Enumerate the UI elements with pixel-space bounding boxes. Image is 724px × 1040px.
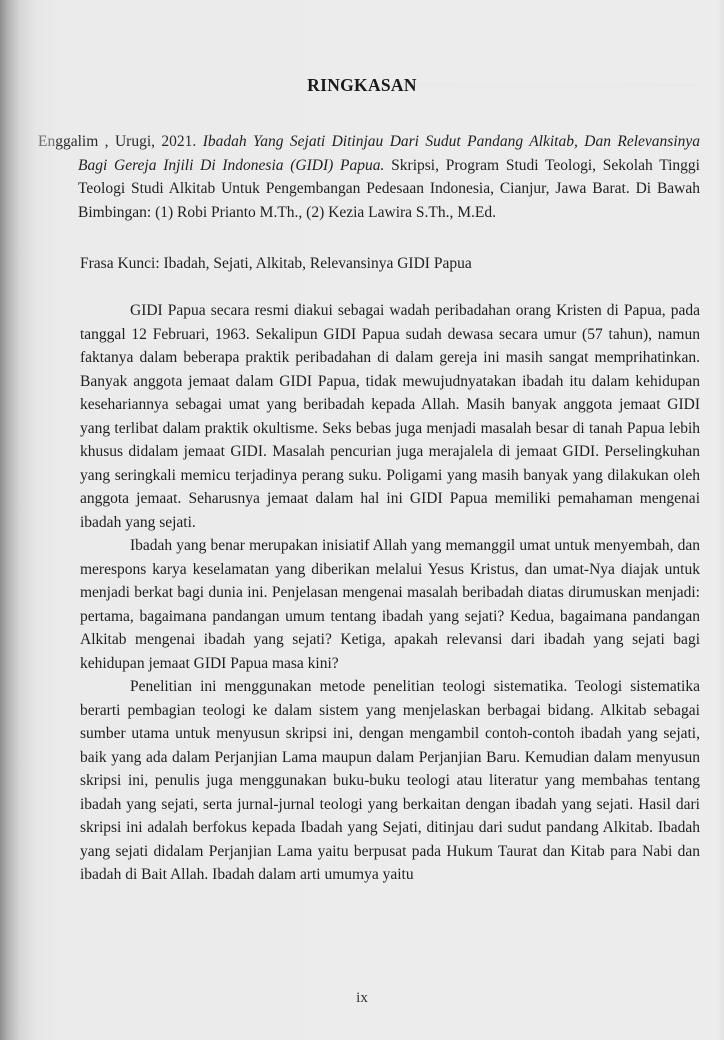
author-name: ggalim , Urugi, 2021. (55, 133, 203, 150)
citation-text (38, 130, 700, 224)
citation-details: Skripsi, Program Studi Teologi, Sekolah Tinggi Teologi Studi Alkitab Untuk Pengembangan Pedesaan Indonesia, Cianjur, Jawa Barat. Di Bawah Bimbingan: (1) Robi Prianto M.Th., (2) Kezia Lawira S.Th., M.Ed. (78, 156, 700, 221)
page-title: RINGKASAN (307, 75, 417, 95)
paragraph-1: GIDI Papua secara resmi diakui sebagai wadah peribadahan orang Kristen di Papua, pada tanggal 12 Februari, 1963. Sekalipun GIDI Papua sudah dewasa secara umur (57 tahun), namun faktanya dalam beberapa praktik peribadahan di dalam gereja ini masih sangat memprihatinkan. Banyak anggota jemaat dalam GIDI Papua, tidak mewujudnyatakan ibadah itu dalam kehidupan kesehariannya sebagai umat yang beribadah kepada Allah. Masih banyak anggota jemaat GIDI yang terlibat dalam praktik okultisme. Seks bebas juga menjadi masalah besar di tanah Papua lebih khusus didalam jemaat GIDI. Masalah pencurian juga merajalela di jemaat GIDI. Perselingkuhan yang seringkali memicu terjadinya perang suku. Poligami yang masih banyak yang dilakukan oleh anggota jemaat. Seharusnya jemaat dalam hal ini GIDI Papua memiliki pemahaman mengenai ibadah yang sejati. (80, 302, 700, 531)
paragraph-3: Penelitian ini menggunakan metode penelitian teologi sistematika. Teologi sistematika berarti pembagian teologi ke dalam sistem yang menjelaskan berbagai bidang. Alkitab sebagai sumber utama untuk menyusun skripsi ini, dengan mengambil contoh-contoh ibadah yang sejati, baik yang ada dalam Perjanjian Lama maupun dalam Perjanjian Baru. Kemudian dalam menyusun skripsi ini, penulis juga menggunakan buku-buku teologi atau literatur yang membahas tentang ibadah yang sejati, serta jurnal-jurnal teologi yang berkaitan dengan ibadah yang sejati. Hasil dari skripsi ini adalah berfokus kepada Ibadah yang Sejati, ditinjau dari sudut pandang Alkitab. Ibadah yang sejati didalam Perjanjian Lama yaitu berpusat pada Hukum Taurat dan Kitab para Nabi dan ibadah di Bait Allah. Ibadah dalam arti umumya yaitu (80, 678, 700, 883)
page-edge (718, 0, 724, 1040)
page-number: ix (356, 990, 368, 1006)
author-prefix: En (38, 133, 56, 150)
thesis-title: Ibadah Yang Sejati Ditinjau Dari Sudut Pandang Alkitab, Dan Relevansinya Bagi Gereja Injili Di Indonesia (GIDI) Papua. (78, 133, 700, 174)
citation-block (38, 130, 700, 224)
paragraph-2: Ibadah yang benar merupakan inisiatif Allah yang memanggil umat untuk menyembah, dan merespons karya keselamatan yang diberikan melalui Yesus Kristus, dan umat-Nya diajak untuk menjadi berkat bagi dunia ini. Penjelasan mengenai masalah beribadah diatas dirumuskan menjadi: pertama, bagaimana pandangan umum tentang ibadah yang sejati? Kedua, bagaimana pandangan Alkitab mengenai ibadah yang sejati? Ketiga, apakah relevansi dari ibadah yang sejati bagi kehidupan jemaat GIDI Papua masa kini? (80, 537, 700, 672)
abstract-body (80, 299, 700, 887)
keywords-line: Frasa Kunci: Ibadah, Sejati, Alkitab, Relevansinya GIDI Papua (80, 255, 472, 272)
